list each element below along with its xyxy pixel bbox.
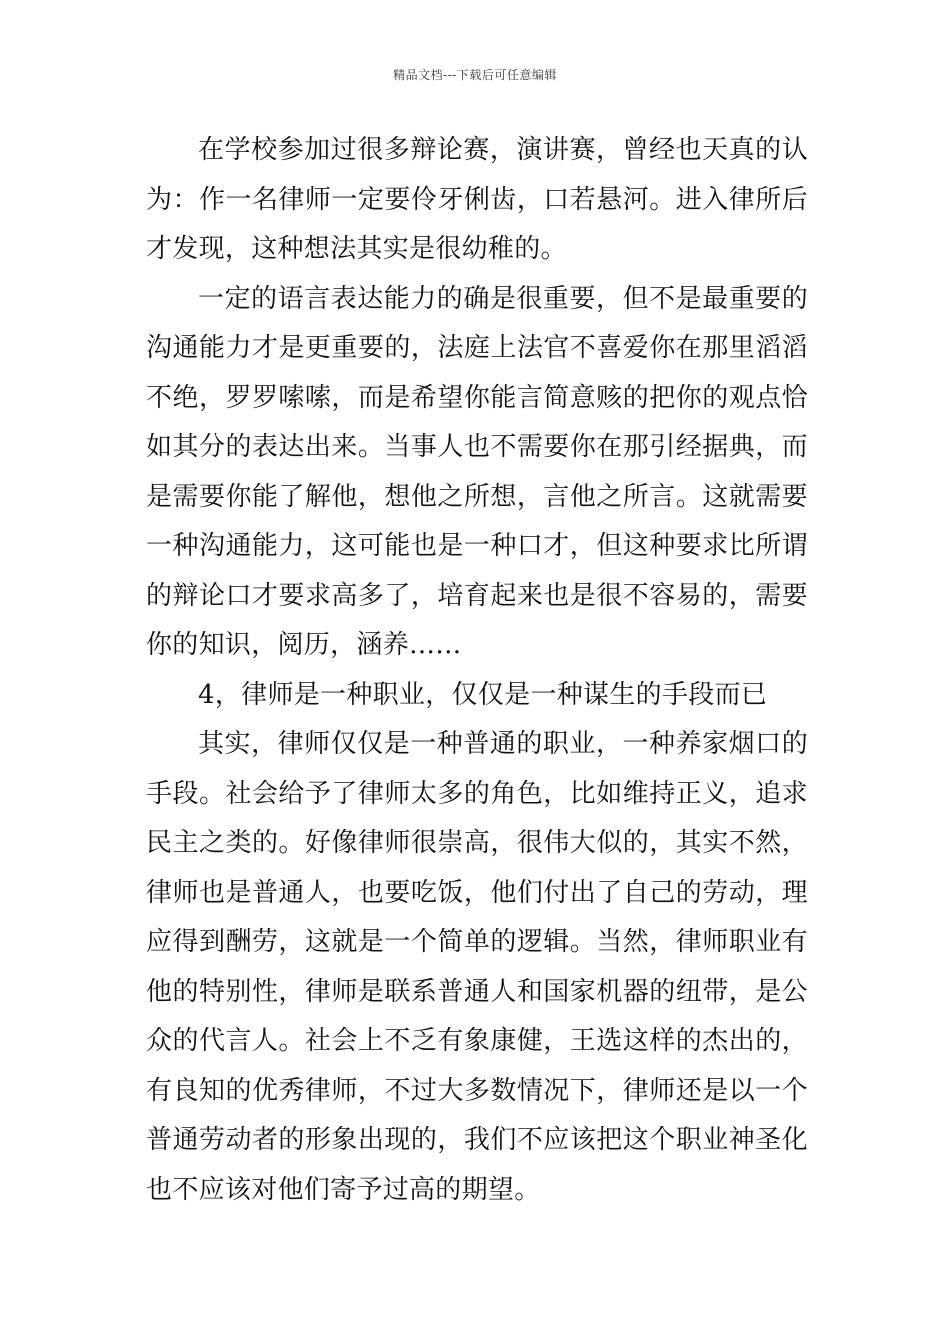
- section-heading-lawyer-profession: 4，律师是一种职业，仅仅是一种谋生的手段而已: [198, 679, 768, 710]
- paragraph-communication-ability: 一定的语言表达能力的确是很重要，但不是最重要的沟通能力才是更重要的，法庭上法官不喜爱你在那里滔滔不绝，罗罗嗦嗦，而是希望你能言简意赅的把你的观点恰如其分的表达出来。当事人也不需要你在那引经据典，而是需要你能了解他，想他之所想，言他之所言。这就需要一种沟通能力，这可能也是一种口才，但这种要求比所谓的辩论口才要求高多了，培育起来也是很不容易的，需要你的知识，阅历，涵养……: [146, 283, 808, 660]
- paragraph-debate-experience: 在学校参加过很多辩论赛，演讲赛，曾经也天真的认为：作一名律师一定要伶牙俐齿，口若悬河。进入律所后才发现，这种想法其实是很幼稚的。: [146, 135, 808, 264]
- document-body: [146, 126, 808, 1215]
- paragraph-ordinary-profession: 其实，律师仅仅是一种普通的职业，一种养家烟口的手段。社会给予了律师太多的角色，比如维持正义，追求民主之类的。好像律师很崇高，很伟大似的，其实不然，律师也是普通人，也要吃饭，他们付出了自己的劳动，理应得到酬劳，这就是一个简单的逻辑。当然，律师职业有他的特别性，律师是联系普通人和国家机器的纽带，是公众的代言人。社会上不乏有象康健，王选这样的杰出的，有良知的优秀律师，不过大多数情况下，律师还是以一个普通劳动者的形象出现的，我们不应该把这个职业神圣化也不应该对他们寄予过高的期望。: [146, 729, 808, 1205]
- page-header: 精品文档---下载后可任意编辑: [393, 68, 557, 82]
